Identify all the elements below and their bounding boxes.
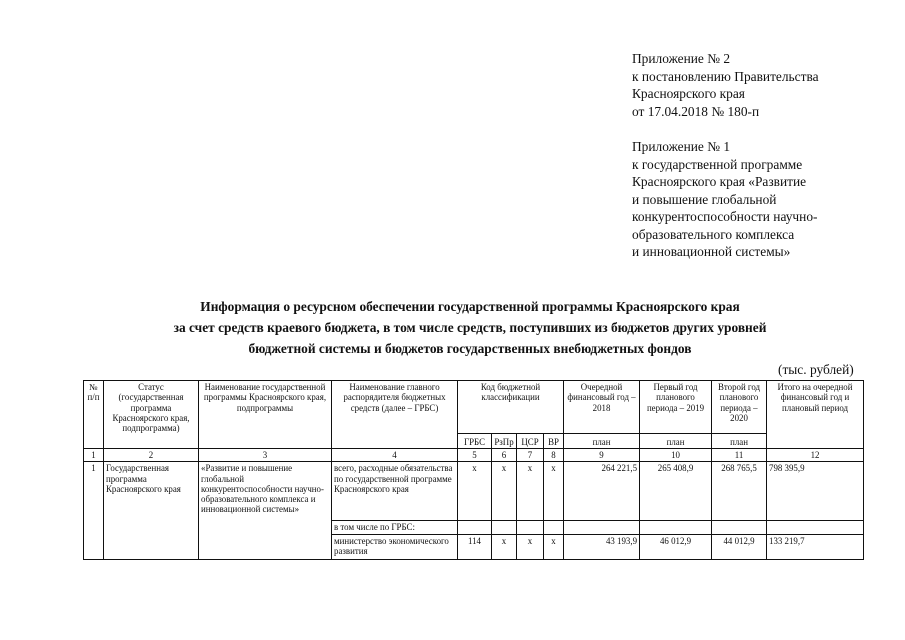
column-number: 12 bbox=[767, 449, 864, 462]
title-line: за счет средств краевого бюджета, в том числе средств, поступивших из бюджетов других уровней bbox=[173, 320, 767, 335]
header-csr: ЦСР bbox=[517, 434, 544, 449]
header-grbs-name: Наименование главного распорядителя бюджетных средств (далее – ГРБС) bbox=[332, 381, 458, 449]
document-title bbox=[120, 296, 820, 359]
appendix-2-block bbox=[632, 50, 819, 120]
row-number: 1 bbox=[84, 462, 104, 559]
units-label: (тыс. рублей) bbox=[778, 362, 854, 377]
header-plan-2020: план bbox=[712, 434, 767, 449]
column-number: 11 bbox=[712, 449, 767, 462]
row-grbs-name-total: всего, расходные обязательства по государственной программе Красноярского края bbox=[332, 462, 458, 521]
cell-rzpr: x bbox=[492, 534, 517, 559]
appendix-line: Красноярского края «Развитие bbox=[632, 174, 807, 189]
cell-2020: 44 012,9 bbox=[712, 534, 767, 559]
cell-2020: 268 765,5 bbox=[712, 462, 767, 521]
cell-empty bbox=[458, 521, 492, 534]
header-plan-2018: план bbox=[564, 434, 640, 449]
cell-vr: x bbox=[544, 534, 564, 559]
cell-grbs: 114 bbox=[458, 534, 492, 559]
row-grbs-name-ministry: министерство экономического развития bbox=[332, 534, 458, 559]
cell-empty bbox=[640, 521, 712, 534]
column-number: 1 bbox=[84, 449, 104, 462]
header-vr: ВР bbox=[544, 434, 564, 449]
column-number: 10 bbox=[640, 449, 712, 462]
column-number: 8 bbox=[544, 449, 564, 462]
appendix-line: образовательного комплекса bbox=[632, 226, 795, 242]
column-number: 7 bbox=[517, 449, 544, 462]
column-number: 6 bbox=[492, 449, 517, 462]
cell-rzpr: x bbox=[492, 462, 517, 521]
column-number: 3 bbox=[199, 449, 332, 462]
header-num: № п/п bbox=[84, 381, 104, 449]
resource-table bbox=[83, 380, 864, 560]
appendix-line: к государственной программе bbox=[632, 156, 803, 172]
cell-empty bbox=[544, 521, 564, 534]
cell-csr: x bbox=[517, 534, 544, 559]
header-rzpr: РзПр bbox=[492, 434, 517, 449]
title-line: бюджетной системы и бюджетов государственных внебюджетных фондов bbox=[248, 341, 692, 356]
appendix-line: и повышение глобальной bbox=[632, 191, 777, 207]
row-grbs-name-including: в том числе по ГРБС: bbox=[332, 521, 458, 534]
header-status: Статус (государственная программа Красноярского края, подпрограмма) bbox=[104, 381, 199, 449]
cell-2018: 43 193,9 bbox=[564, 534, 640, 559]
column-numbers-row bbox=[84, 449, 864, 462]
cell-empty bbox=[564, 521, 640, 534]
appendix-1-block bbox=[632, 138, 817, 261]
cell-empty bbox=[492, 521, 517, 534]
header-plan-2019: план bbox=[640, 434, 712, 449]
cell-2018: 264 221,5 bbox=[564, 462, 640, 521]
header-year-2018: Очередной финансовый год – 2018 bbox=[564, 381, 640, 434]
cell-2019: 46 012,9 bbox=[640, 534, 712, 559]
appendix-line: к постановлению Правительства bbox=[632, 68, 819, 84]
header-program-name: Наименование государственной программы Красноярского края, подпрограммы bbox=[199, 381, 332, 449]
appendix-line: и инновационной системы» bbox=[632, 244, 791, 259]
header-year-2020: Второй год планового периода – 2020 bbox=[712, 381, 767, 434]
appendix-line: Приложение № 1 bbox=[632, 139, 731, 154]
column-number: 5 bbox=[458, 449, 492, 462]
row-program-name: «Развитие и повышение глобальной конкурентоспособности научно-образовательного комплекса и инновационной системы» bbox=[199, 462, 332, 559]
header-year-2019: Первый год планового периода – 2019 bbox=[640, 381, 712, 434]
header-row bbox=[84, 381, 864, 434]
cell-csr: x bbox=[517, 462, 544, 521]
title-line: Информация о ресурсном обеспечении государственной программы Красноярского края bbox=[200, 299, 740, 314]
column-number: 9 bbox=[564, 449, 640, 462]
appendix-line: конкурентоспособности научно- bbox=[632, 209, 818, 224]
appendix-line: Приложение № 2 bbox=[632, 51, 731, 66]
cell-empty bbox=[712, 521, 767, 534]
cell-empty bbox=[767, 521, 864, 534]
column-number: 4 bbox=[332, 449, 458, 462]
cell-vr: x bbox=[544, 462, 564, 521]
cell-2019: 265 408,9 bbox=[640, 462, 712, 521]
resource-table-wrapper bbox=[83, 380, 863, 560]
column-number: 2 bbox=[104, 449, 199, 462]
table-row-total bbox=[84, 462, 864, 521]
appendix-line: от 17.04.2018 № 180-п bbox=[632, 103, 760, 119]
cell-total: 798 395,9 bbox=[767, 462, 864, 521]
cell-total: 133 219,7 bbox=[767, 534, 864, 559]
row-status: Государственная программа Красноярского края bbox=[104, 462, 199, 559]
cell-empty bbox=[517, 521, 544, 534]
header-budget-code: Код бюджетной классификации bbox=[458, 381, 564, 434]
appendix-line: Красноярского края bbox=[632, 86, 745, 101]
header-grbs: ГРБС bbox=[458, 434, 492, 449]
cell-grbs: x bbox=[458, 462, 492, 521]
header-total: Итого на очередной финансовый год и плановый период bbox=[767, 381, 864, 449]
